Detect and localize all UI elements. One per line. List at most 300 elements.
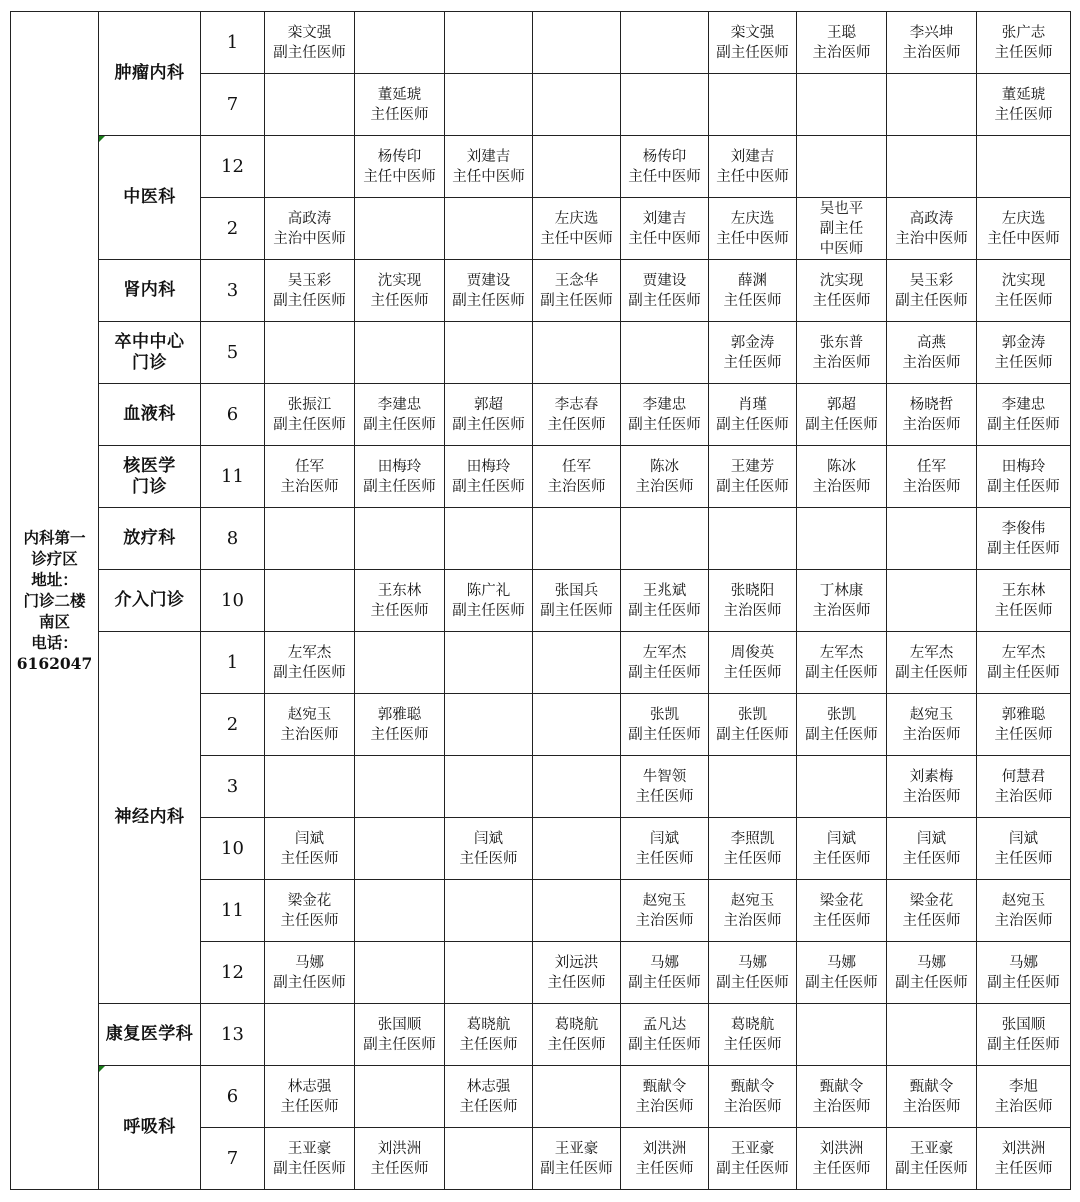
department-name [99, 446, 201, 508]
doctor-name: 张国兵 [554, 582, 599, 599]
department-name: 放疗科 [99, 508, 201, 570]
doctor-title: 副主任医师 [895, 292, 968, 309]
doctor-name: 高政涛 [909, 210, 954, 227]
doctor-name: 李旭 [1009, 1078, 1038, 1095]
doctor-name: 张振江 [287, 396, 332, 413]
doctor-title: 主任医师 [723, 664, 782, 681]
doctor-name: 刘素梅 [909, 768, 954, 785]
doctor-title: 副主任医师 [273, 1160, 346, 1177]
doctor-slot [887, 198, 977, 260]
zone-info-line: 南区 [38, 612, 70, 631]
doctor-name: 张广志 [1001, 24, 1046, 41]
doctor-name: 沈实现 [1001, 272, 1046, 289]
doctor-name: 马娜 [295, 954, 324, 971]
doctor-title: 副主任医师 [628, 974, 701, 991]
doctor-title: 主任医师 [635, 850, 694, 867]
doctor-name: 郭雅聪 [1001, 706, 1046, 723]
doctor-name: 张凯 [827, 706, 856, 723]
doctor-title: 主治医师 [723, 1098, 782, 1115]
doctor-slot [709, 508, 797, 570]
doctor-name: 闫斌 [474, 830, 503, 847]
doctor-slot [445, 818, 533, 880]
department-name: 呼吸科 [99, 1066, 201, 1190]
doctor-name: 李志春 [554, 396, 599, 413]
doctor-name: 刘洪洲 [819, 1140, 864, 1157]
doctor-slot [621, 384, 709, 446]
doctor-title: 主任医师 [723, 850, 782, 867]
doctor-slot [265, 322, 355, 384]
doctor-title: 主治医师 [280, 726, 339, 743]
doctor-title: 主任医师 [370, 1160, 429, 1177]
doctor-title: 主任医师 [370, 726, 429, 743]
doctor-slot [977, 1004, 1071, 1066]
doctor-title: 主治医师 [723, 602, 782, 619]
doctor-slot [445, 1128, 533, 1190]
zone-info-line: 6162047 [16, 654, 93, 673]
doctor-title: 主治医师 [812, 478, 871, 495]
doctor-title: 副主任医师 [363, 1036, 436, 1053]
doctor-title: 主任医师 [994, 602, 1053, 619]
doctor-name: 刘洪洲 [1001, 1140, 1046, 1157]
doctor-slot [355, 74, 445, 136]
doctor-name: 王亚豪 [287, 1140, 332, 1157]
outpatient-schedule-table [10, 11, 1071, 1190]
doctor-slot [887, 74, 977, 136]
doctor-slot [709, 136, 797, 198]
doctor-name: 赵宛玉 [287, 706, 332, 723]
doctor-slot [355, 1004, 445, 1066]
doctor-title: 副主任医师 [628, 726, 701, 743]
doctor-title: 主任医师 [723, 1036, 782, 1053]
doctor-slot [533, 198, 621, 260]
doctor-slot [265, 570, 355, 632]
doctor-slot [533, 136, 621, 198]
schedule-row [11, 12, 1071, 74]
doctor-name: 郭金涛 [1001, 334, 1046, 351]
department-name [99, 322, 201, 384]
doctor-title: 副主任医师 [716, 416, 789, 433]
department-name-line: 门诊 [132, 352, 167, 373]
doctor-title: 副主任医师 [716, 974, 789, 991]
doctor-title: 主任医师 [812, 850, 871, 867]
doctor-slot [445, 756, 533, 818]
doctor-slot [621, 322, 709, 384]
doctor-title: 副主任医师 [805, 974, 878, 991]
doctor-name: 郭超 [827, 396, 856, 413]
doctor-slot [977, 1066, 1071, 1128]
doctor-slot [887, 384, 977, 446]
doctor-slot [265, 136, 355, 198]
room-number: 12 [201, 136, 265, 198]
doctor-title: 主治医师 [902, 726, 961, 743]
doctor-slot [533, 1128, 621, 1190]
doctor-slot [445, 74, 533, 136]
doctor-slot [533, 756, 621, 818]
doctor-name: 高政涛 [287, 210, 332, 227]
doctor-name: 张东普 [819, 334, 864, 351]
room-number: 10 [201, 818, 265, 880]
doctor-slot [355, 756, 445, 818]
doctor-title: 主治医师 [812, 44, 871, 61]
zone-info-line: 门诊二楼 [23, 591, 86, 610]
doctor-title: 副主任医师 [895, 1160, 968, 1177]
doctor-title: 副主任医师 [452, 416, 525, 433]
doctor-slot [533, 880, 621, 942]
doctor-title: 主治医师 [994, 1098, 1053, 1115]
doctor-title: 主治医师 [994, 912, 1053, 929]
doctor-name: 陈冰 [650, 458, 679, 475]
doctor-title: 主任医师 [280, 1098, 339, 1115]
doctor-name: 闫斌 [295, 830, 324, 847]
doctor-slot [887, 446, 977, 508]
doctor-slot [445, 942, 533, 1004]
doctor-slot [621, 1128, 709, 1190]
doctor-name: 郭超 [474, 396, 503, 413]
doctor-title: 主任医师 [547, 1036, 606, 1053]
doctor-slot [977, 198, 1071, 260]
doctor-slot [797, 12, 887, 74]
doctor-slot [709, 756, 797, 818]
doctor-title: 副主任医师 [987, 416, 1060, 433]
doctor-name: 甄献令 [730, 1078, 775, 1095]
doctor-slot [445, 384, 533, 446]
doctor-name: 左庆选 [730, 210, 775, 227]
doctor-name: 王亚豪 [730, 1140, 775, 1157]
doctor-slot [355, 260, 445, 322]
doctor-title: 副主任医师 [895, 974, 968, 991]
doctor-slot [709, 260, 797, 322]
doctor-slot [977, 756, 1071, 818]
doctor-title: 副主任医师 [895, 664, 968, 681]
doctor-title: 中医师 [819, 240, 864, 257]
doctor-slot [265, 74, 355, 136]
doctor-slot [621, 1066, 709, 1128]
doctor-title: 副主任医师 [987, 664, 1060, 681]
doctor-name: 闫斌 [1009, 830, 1038, 847]
doctor-title: 主任医师 [635, 788, 694, 805]
doctor-title: 主任医师 [812, 1160, 871, 1177]
doctor-name: 刘建吉 [466, 148, 511, 165]
room-number: 6 [201, 384, 265, 446]
doctor-name: 栾文强 [730, 24, 775, 41]
doctor-slot [977, 818, 1071, 880]
doctor-title: 主任医师 [635, 1160, 694, 1177]
doctor-name: 李建忠 [642, 396, 687, 413]
doctor-title: 副主任 [819, 220, 864, 237]
doctor-name: 高燕 [917, 334, 946, 351]
doctor-name: 杨传印 [377, 148, 422, 165]
doctor-title: 主治医师 [902, 44, 961, 61]
doctor-title: 主任医师 [812, 292, 871, 309]
doctor-name: 杨传印 [642, 148, 687, 165]
doctor-title: 主治医师 [994, 788, 1053, 805]
doctor-slot [445, 136, 533, 198]
doctor-title: 主治医师 [902, 478, 961, 495]
doctor-slot [265, 818, 355, 880]
doctor-name: 赵宛玉 [642, 892, 687, 909]
department-name: 肿瘤内科 [99, 12, 201, 136]
doctor-slot [265, 384, 355, 446]
doctor-name: 左军杰 [287, 644, 332, 661]
room-number: 11 [201, 880, 265, 942]
department-name: 康复医学科 [99, 1004, 201, 1066]
doctor-name: 王东林 [1001, 582, 1046, 599]
doctor-title: 主任医师 [994, 1160, 1053, 1177]
doctor-slot [533, 384, 621, 446]
doctor-title: 副主任医师 [540, 1160, 613, 1177]
doctor-title: 副主任医师 [987, 974, 1060, 991]
doctor-slot [797, 880, 887, 942]
zone-info-line: 内科第一 [23, 528, 86, 547]
room-number: 8 [201, 508, 265, 570]
doctor-slot [621, 694, 709, 756]
doctor-name: 葛晓航 [466, 1016, 511, 1033]
doctor-name: 陈冰 [827, 458, 856, 475]
room-number: 10 [201, 570, 265, 632]
doctor-slot [445, 632, 533, 694]
doctor-name: 张晓阳 [730, 582, 775, 599]
doctor-slot [709, 1066, 797, 1128]
doctor-name: 董延琥 [377, 86, 422, 103]
doctor-title: 主任医师 [723, 354, 782, 371]
doctor-slot [265, 1066, 355, 1128]
doctor-slot [887, 942, 977, 1004]
doctor-name: 王东林 [377, 582, 422, 599]
doctor-name: 刘洪洲 [377, 1140, 422, 1157]
doctor-slot [265, 1004, 355, 1066]
room-number: 5 [201, 322, 265, 384]
doctor-slot [355, 818, 445, 880]
doctor-slot [355, 570, 445, 632]
doctor-title: 副主任医师 [540, 292, 613, 309]
department-name: 血液科 [99, 384, 201, 446]
doctor-slot [887, 818, 977, 880]
doctor-name: 马娜 [650, 954, 679, 971]
doctor-slot [355, 136, 445, 198]
doctor-name: 张凯 [738, 706, 767, 723]
doctor-slot [533, 694, 621, 756]
zone-info-line: 电话： [31, 633, 78, 652]
doctor-slot [265, 632, 355, 694]
doctor-slot [533, 12, 621, 74]
doctor-title: 主任医师 [994, 292, 1053, 309]
room-number: 3 [201, 260, 265, 322]
doctor-slot [533, 1004, 621, 1066]
doctor-slot [355, 384, 445, 446]
doctor-slot [797, 756, 887, 818]
doctor-title: 主治医师 [812, 1098, 871, 1115]
doctor-slot [445, 446, 533, 508]
room-number: 2 [201, 694, 265, 756]
doctor-name: 张国顺 [1001, 1016, 1046, 1033]
doctor-slot [265, 942, 355, 1004]
doctor-name: 葛晓航 [554, 1016, 599, 1033]
doctor-name: 任军 [917, 458, 946, 475]
doctor-name: 闫斌 [650, 830, 679, 847]
doctor-slot [355, 446, 445, 508]
doctor-slot [709, 322, 797, 384]
doctor-slot [621, 632, 709, 694]
doctor-slot [355, 322, 445, 384]
doctor-slot [533, 818, 621, 880]
doctor-name: 梁金花 [909, 892, 954, 909]
doctor-title: 副主任医师 [716, 1160, 789, 1177]
doctor-title: 主治医师 [547, 478, 606, 495]
doctor-name: 甄献令 [642, 1078, 687, 1095]
doctor-name: 王建芳 [730, 458, 775, 475]
doctor-title: 副主任医师 [716, 726, 789, 743]
doctor-slot [797, 632, 887, 694]
doctor-title: 主任中医师 [987, 230, 1060, 247]
doctor-slot [621, 446, 709, 508]
doctor-slot [621, 756, 709, 818]
doctor-slot [533, 632, 621, 694]
doctor-slot [621, 508, 709, 570]
schedule-row [11, 322, 1071, 384]
doctor-slot [355, 1066, 445, 1128]
doctor-title: 副主任医师 [628, 664, 701, 681]
doctor-name: 任军 [295, 458, 324, 475]
doctor-title: 副主任医师 [363, 478, 436, 495]
doctor-title: 副主任医师 [628, 416, 701, 433]
doctor-slot [977, 1128, 1071, 1190]
doctor-name: 李建忠 [377, 396, 422, 413]
doctor-title: 主任中医师 [540, 230, 613, 247]
doctor-slot [355, 198, 445, 260]
doctor-slot [621, 198, 709, 260]
doctor-title: 主治医师 [723, 912, 782, 929]
doctor-slot [797, 198, 887, 260]
room-number: 11 [201, 446, 265, 508]
doctor-slot [887, 1128, 977, 1190]
room-number: 1 [201, 12, 265, 74]
doctor-slot [977, 632, 1071, 694]
doctor-name: 李兴坤 [909, 24, 954, 41]
doctor-title: 主任中医师 [716, 168, 789, 185]
doctor-name: 王兆斌 [642, 582, 687, 599]
doctor-slot [621, 12, 709, 74]
doctor-title: 主治医师 [902, 1098, 961, 1115]
doctor-title: 主任医师 [994, 354, 1053, 371]
room-number: 13 [201, 1004, 265, 1066]
doctor-slot [709, 198, 797, 260]
department-name: 中医科 [99, 136, 201, 260]
doctor-slot [621, 880, 709, 942]
department-name: 肾内科 [99, 260, 201, 322]
department-name-line: 核医学 [123, 455, 176, 476]
doctor-title: 主治医师 [902, 354, 961, 371]
doctor-slot [887, 136, 977, 198]
doctor-title: 副主任医师 [628, 602, 701, 619]
doctor-name: 赵宛玉 [1001, 892, 1046, 909]
doctor-slot [355, 942, 445, 1004]
doctor-slot [445, 322, 533, 384]
doctor-name: 闫斌 [917, 830, 946, 847]
schedule-body [11, 12, 1071, 1190]
schedule-row [11, 1004, 1071, 1066]
doctor-name: 肖瑾 [738, 396, 767, 413]
doctor-slot [797, 384, 887, 446]
doctor-slot [355, 508, 445, 570]
doctor-title: 副主任医师 [273, 416, 346, 433]
doctor-slot [797, 136, 887, 198]
doctor-title: 主任医师 [280, 912, 339, 929]
doctor-name: 赵宛玉 [909, 706, 954, 723]
doctor-name: 左庆选 [554, 210, 599, 227]
schedule-row [11, 632, 1071, 694]
doctor-slot [621, 74, 709, 136]
doctor-title: 副主任医师 [363, 416, 436, 433]
doctor-name: 董延琥 [1001, 86, 1046, 103]
doctor-name: 郭雅聪 [377, 706, 422, 723]
doctor-slot [265, 260, 355, 322]
doctor-slot [887, 322, 977, 384]
doctor-slot [621, 1004, 709, 1066]
doctor-slot [709, 1128, 797, 1190]
doctor-slot [621, 260, 709, 322]
doctor-title: 主治医师 [635, 912, 694, 929]
room-number: 12 [201, 942, 265, 1004]
doctor-slot [887, 570, 977, 632]
doctor-slot [797, 74, 887, 136]
doctor-title: 主治医师 [280, 478, 339, 495]
doctor-name: 马娜 [738, 954, 767, 971]
doctor-title: 主治中医师 [895, 230, 968, 247]
doctor-slot [621, 570, 709, 632]
doctor-slot [709, 942, 797, 1004]
doctor-title: 主任医师 [902, 912, 961, 929]
doctor-slot [709, 818, 797, 880]
doctor-slot [265, 446, 355, 508]
doctor-name: 左军杰 [819, 644, 864, 661]
doctor-name: 赵宛玉 [730, 892, 775, 909]
doctor-title: 主任医师 [994, 850, 1053, 867]
department-name: 介入门诊 [99, 570, 201, 632]
doctor-title: 副主任医师 [716, 44, 789, 61]
doctor-title: 副主任医师 [805, 416, 878, 433]
doctor-slot [797, 446, 887, 508]
doctor-slot [977, 508, 1071, 570]
doctor-name: 李建忠 [1001, 396, 1046, 413]
doctor-title: 副主任医师 [987, 540, 1060, 557]
doctor-title: 主治医师 [635, 1098, 694, 1115]
doctor-title: 主任中医师 [716, 230, 789, 247]
doctor-title: 副主任医师 [452, 602, 525, 619]
doctor-title: 副主任医师 [273, 44, 346, 61]
doctor-title: 主任医师 [370, 602, 429, 619]
doctor-title: 主任医师 [812, 912, 871, 929]
doctor-slot [533, 446, 621, 508]
doctor-title: 副主任医师 [273, 664, 346, 681]
doctor-slot [265, 694, 355, 756]
doctor-name: 丁林康 [819, 582, 864, 599]
doctor-title: 副主任医师 [716, 478, 789, 495]
doctor-slot [977, 880, 1071, 942]
doctor-slot [355, 694, 445, 756]
doctor-slot [797, 508, 887, 570]
schedule-row [11, 384, 1071, 446]
doctor-name: 刘建吉 [642, 210, 687, 227]
doctor-slot [265, 12, 355, 74]
doctor-name: 李俊伟 [1001, 520, 1046, 537]
doctor-name: 马娜 [1009, 954, 1038, 971]
doctor-name: 王亚豪 [554, 1140, 599, 1157]
doctor-name: 林志强 [287, 1078, 332, 1095]
doctor-slot [977, 942, 1071, 1004]
doctor-title: 主任医师 [994, 44, 1053, 61]
doctor-slot [797, 942, 887, 1004]
doctor-slot [355, 1128, 445, 1190]
